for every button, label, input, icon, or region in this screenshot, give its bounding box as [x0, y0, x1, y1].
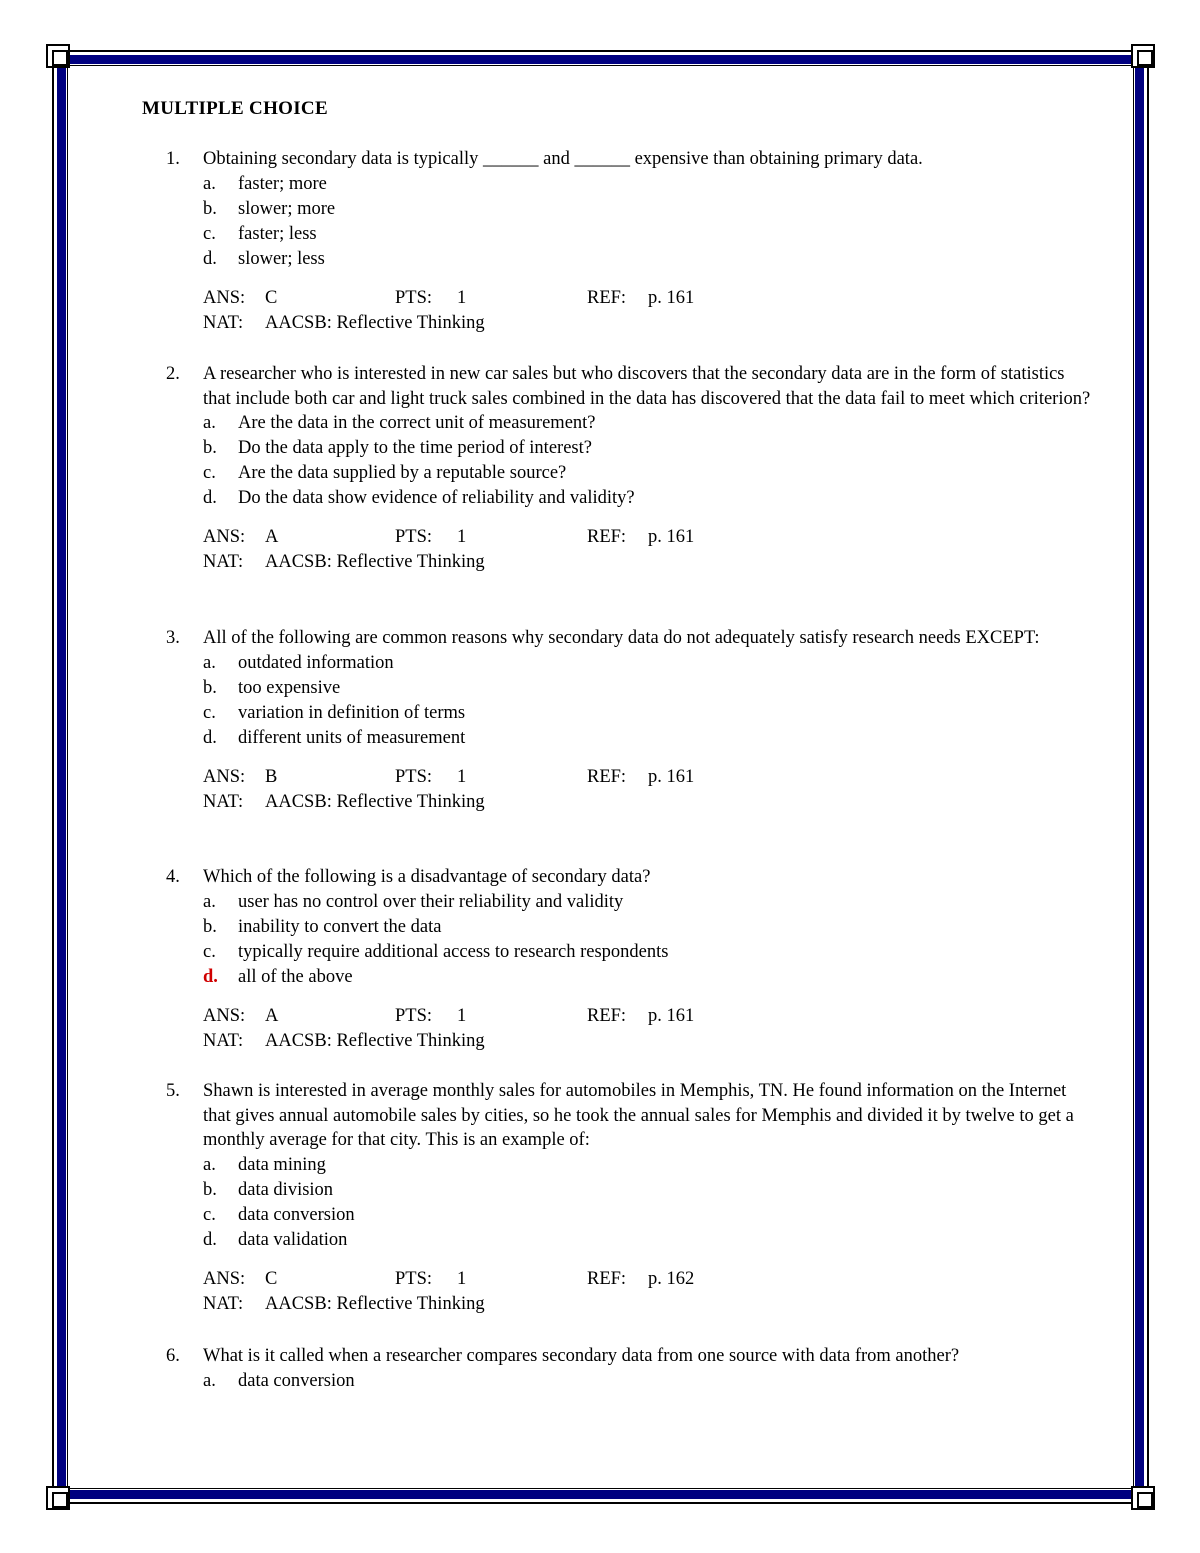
choice-b	[203, 436, 1096, 461]
choice-text: Are the data supplied by a reputable source?	[238, 463, 567, 483]
ans-label: ANS:	[203, 527, 246, 547]
pts-value: 1	[457, 1268, 467, 1289]
corner-ornament-top-left	[46, 44, 70, 68]
choice-letter: b.	[203, 198, 217, 219]
choice-a	[203, 1153, 1096, 1178]
pts-value: 1	[457, 287, 467, 308]
choice-letter: b.	[203, 677, 217, 698]
corner-ornament-bottom-left	[46, 1486, 70, 1510]
choice-letter: b.	[203, 916, 217, 937]
choice-text: typically require additional access to research respondents	[238, 941, 669, 962]
choice-letter: a.	[203, 1370, 216, 1391]
ref-label: REF:	[587, 766, 627, 787]
question-text: Obtaining secondary data is typically ______ and ______ expensive than obtaining primary data.	[203, 149, 923, 169]
choice-c	[203, 461, 1096, 486]
choice-d	[203, 965, 1096, 990]
choice-letter: c.	[203, 702, 216, 723]
ref-label: REF:	[587, 287, 627, 308]
choice-letter-highlighted: d.	[203, 966, 218, 987]
choice-text: data division	[238, 1179, 334, 1200]
choice-letter: a.	[203, 891, 216, 912]
choice-letter: b.	[203, 1179, 217, 1200]
ref-value: p. 161	[648, 527, 695, 547]
question-number: 1.	[166, 149, 180, 169]
choice-letter: c.	[203, 463, 216, 483]
nat-label: NAT:	[203, 1030, 244, 1051]
choice-b	[203, 676, 1096, 701]
choice-letter: d.	[203, 248, 217, 269]
question-number: 6.	[166, 1346, 180, 1366]
ans-value: B	[265, 766, 278, 787]
ans-label: ANS:	[203, 287, 246, 308]
ans-label: ANS:	[203, 1268, 246, 1289]
choice-letter: c.	[203, 1204, 216, 1225]
choice-letter: c.	[203, 223, 216, 244]
nat-label: NAT:	[203, 1293, 244, 1314]
choice-a	[203, 1369, 1096, 1394]
ref-label: REF:	[587, 527, 627, 547]
question-number: 3.	[166, 628, 180, 648]
pts-label: PTS:	[395, 287, 433, 308]
choice-letter: d.	[203, 1229, 217, 1250]
pts-label: PTS:	[395, 527, 433, 547]
ref-label: REF:	[587, 1005, 627, 1026]
choice-text: data conversion	[238, 1204, 355, 1225]
choice-text: too expensive	[238, 677, 341, 698]
corner-ornament-top-right	[1131, 44, 1155, 68]
question-5	[166, 1079, 1096, 1317]
choice-letter: d.	[203, 488, 217, 508]
corner-ornament-bottom-right	[1131, 1486, 1155, 1510]
section-title: MULTIPLE CHOICE	[142, 98, 328, 119]
choice-c	[203, 1203, 1096, 1228]
nat-value: AACSB: Reflective Thinking	[265, 552, 485, 572]
choice-text: faster; less	[238, 223, 317, 244]
choice-a	[203, 411, 1096, 436]
pts-label: PTS:	[395, 1005, 433, 1026]
choice-text: inability to convert the data	[238, 916, 442, 937]
question-2	[166, 362, 1096, 575]
pts-value: 1	[457, 1005, 467, 1026]
pts-value: 1	[457, 766, 467, 787]
choice-d	[203, 486, 1096, 511]
choice-text: Do the data apply to the time period of interest?	[238, 438, 592, 458]
choice-b	[203, 1178, 1096, 1203]
answer-metadata	[203, 1267, 1096, 1317]
question-number: 2.	[166, 364, 180, 384]
nat-value: AACSB: Reflective Thinking	[265, 312, 485, 333]
question-text: Shawn is interested in average monthly sales for automobiles in Memphis, TN. He found information on the Internet that gives annual automobile sales by cities, so he took the annual sales for Memphis and divided it by twelve to get a monthly average for that city. This is an example of:	[203, 1081, 1074, 1150]
choice-text: different units of measurement	[238, 727, 466, 748]
choice-text: data conversion	[238, 1370, 355, 1391]
nat-label: NAT:	[203, 791, 244, 812]
choice-text: slower; less	[238, 248, 325, 269]
choice-b	[203, 915, 1096, 940]
choice-text: all of the above	[238, 966, 353, 987]
ans-value: A	[265, 1005, 279, 1026]
question-1	[166, 147, 1096, 336]
choice-a	[203, 651, 1096, 676]
ref-value: p. 161	[648, 766, 695, 787]
choice-text: Do the data show evidence of reliability and validity?	[238, 488, 635, 508]
pts-value: 1	[457, 527, 467, 547]
question-text: Which of the following is a disadvantage of secondary data?	[203, 867, 651, 887]
choice-b	[203, 197, 1096, 222]
choice-text: variation in definition of terms	[238, 702, 466, 723]
ans-value: C	[265, 287, 278, 308]
question-text: A researcher who is interested in new car sales but who discovers that the secondary data are in the form of statistics that include both car and light truck sales combined in the data has discovered that the data fail to meet which criterion?	[203, 364, 1091, 409]
ref-label: REF:	[587, 1268, 627, 1289]
ans-value: A	[265, 527, 279, 547]
pts-label: PTS:	[395, 1268, 433, 1289]
choice-d	[203, 726, 1096, 751]
ref-value: p. 161	[648, 287, 695, 308]
choice-d	[203, 1228, 1096, 1253]
choice-text: slower; more	[238, 198, 336, 219]
answer-metadata	[203, 1004, 1096, 1054]
question-number: 4.	[166, 867, 180, 887]
question-text: What is it called when a researcher compares secondary data from one source with data from another?	[203, 1346, 960, 1366]
answer-metadata	[203, 765, 1096, 815]
question-text: All of the following are common reasons why secondary data do not adequately satisfy research needs EXCEPT:	[203, 628, 1040, 648]
choice-text: outdated information	[238, 652, 394, 673]
answer-metadata	[203, 286, 1096, 336]
ref-value: p. 161	[648, 1005, 695, 1026]
nat-value: AACSB: Reflective Thinking	[265, 791, 485, 812]
question-4	[166, 865, 1096, 1054]
choice-letter: a.	[203, 1154, 216, 1175]
ref-value: p. 162	[648, 1268, 695, 1289]
choice-c	[203, 222, 1096, 247]
ans-label: ANS:	[203, 766, 246, 787]
choice-text: data mining	[238, 1154, 326, 1175]
choice-letter: a.	[203, 413, 216, 433]
nat-value: AACSB: Reflective Thinking	[265, 1030, 485, 1051]
choice-letter: d.	[203, 727, 217, 748]
question-number: 5.	[166, 1081, 180, 1101]
pts-label: PTS:	[395, 766, 433, 787]
choice-letter: c.	[203, 941, 216, 962]
nat-value: AACSB: Reflective Thinking	[265, 1293, 485, 1314]
choice-letter: b.	[203, 438, 217, 458]
choice-d	[203, 247, 1096, 272]
choice-text: faster; more	[238, 173, 327, 194]
choice-text: Are the data in the correct unit of measurement?	[238, 413, 596, 433]
choice-text: data validation	[238, 1229, 348, 1250]
question-6	[166, 1344, 1096, 1394]
choice-letter: a.	[203, 173, 216, 194]
choice-letter: a.	[203, 652, 216, 673]
choice-c	[203, 940, 1096, 965]
choice-text: user has no control over their reliability and validity	[238, 891, 624, 912]
question-3	[166, 626, 1096, 815]
nat-label: NAT:	[203, 552, 244, 572]
ans-label: ANS:	[203, 1005, 246, 1026]
choice-a	[203, 890, 1096, 915]
choice-c	[203, 701, 1096, 726]
choice-a	[203, 172, 1096, 197]
nat-label: NAT:	[203, 312, 244, 333]
ans-value: C	[265, 1268, 278, 1289]
answer-metadata	[203, 525, 1096, 575]
